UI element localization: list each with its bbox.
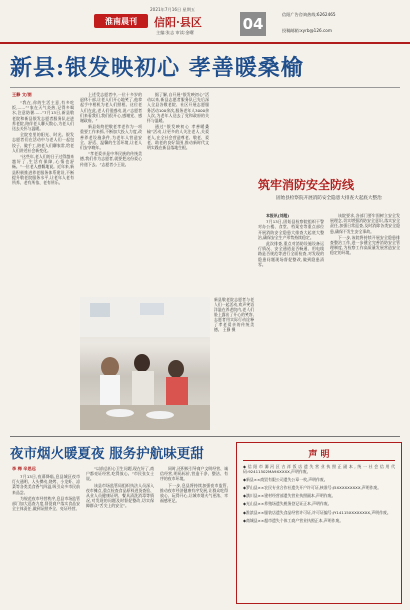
- ad-hotline: 信阳广告咨询热线:6262465: [282, 12, 336, 17]
- article2-col2-p2: 下一步,该院将持续开展安全隐患排查整治工作,进一步健全完善消防安全管理制度,为检察工作高质量发展营造安全稳定的环境。: [330, 234, 400, 256]
- article3-col3-p2: 下一步,息县将持续加强夜市监管,推动夜市经济健康有序发展,让群众吃得放心、玩得开心,让城市烟火气更浓、幸福感更足。: [160, 482, 228, 504]
- masthead-date: 2021年7月16日 星期五: [150, 7, 196, 12]
- article3-col2-p1: “以前总担心卫生问题,现在好了,商户都亮证经营,吃得放心。”市民张女士说。: [86, 466, 154, 482]
- article1-photo: [80, 297, 210, 430]
- masthead-logo: 淮南晨刊: [94, 14, 148, 28]
- article2-col2: [330, 213, 400, 430]
- article1-col2-p1: 上述受志愿者中,一位十多岁的退休干部,让老人们开心地笑了,他拿起手中相机为老人们照相。这位老人们在此,老人们很感动,说:“志愿者们来看我们,我们很开心,感谢党、感谢政府。”: [80, 92, 142, 124]
- article1-col2-p2: 新县始终把敬老孝老作为一项重要工作来抓,不断加大投入力度,改善养老设施条件,为老年人营造安全、舒适、温馨的生活环境,让老人们安享晚年。: [80, 124, 142, 151]
- page-number: 04: [240, 12, 266, 36]
- article1-col3-p2: 通过“银发映初心 孝善暖桑榆”活动,让更多的人关注老人,关爱老人,在全社会营造尊老、敬老、爱老、助老的良好氛围,推动新时代文明实践在新县落地生根。: [147, 124, 209, 151]
- photo-caption-text: 新县敬老院志愿者与老人们一起活动,欢声笑语洋溢在养老院内,老人们脸上露出了开心的笑容,志愿者用实际行动诠释了孝老爱亲的传统美德。 王静 摄: [214, 297, 254, 332]
- article3-col3: [160, 466, 228, 604]
- article1-col1-p1: “我在,你的生活主意,有多吃饭,……”“家在天气炎热,记得多喝水,注意防暑……”7月13日,新县敬老院和新县银发志愿者服务队走进养老院,陪伴老人聊天散心,为老人们送去关怀与温暖。: [12, 100, 74, 132]
- notice-title: 声 明: [308, 450, 330, 460]
- article1-col3-p1: 据了解,自开展“银发映初心”活动以来,新县志愿者服务队已先后深入全县各敬老院、社区开展志愿服务活动100余次,服务老年人3000余人次,为老年人送去了党和政府的关怀与温暖。: [147, 92, 209, 124]
- headline-divider: [10, 87, 400, 88]
- photo-scene: [80, 297, 210, 430]
- article3-col1-p2: 为规范夜市经营秩序,息县市场监管部门加大巡查力度,督促商户落实食品安全主体责任,做到证照齐全、亮证经营。: [12, 495, 80, 512]
- notice-item: ◆潢川县××建材经营部遗失营业执照副本,声明作废。: [243, 493, 336, 499]
- masthead: [0, 0, 410, 44]
- notice-item: ◆商城县××超市遗失个体工商户营业执照正本,声明作废。: [243, 517, 344, 523]
- article1-col3: [147, 92, 209, 292]
- notice-item: ◆光山县××养殖场遗失税务登记证正本,声明作废。: [243, 501, 332, 507]
- notice-item: ◆罗山县××农民专业合作社遗失开户许可证,核准号:J5XXXXXXXXX,声明作废。: [243, 485, 382, 491]
- article1-byline: 王静 文/图: [12, 92, 32, 97]
- notice-list: [243, 464, 395, 600]
- article1-col2: [80, 92, 142, 292]
- article2-col2-p1: 该院要求,各部门要牢固树立安全发展理念,切实增强消防安全意识,落实安全责任,加强日常巡查,及时消除各类安全隐患,确保不发生安全事故。: [330, 213, 400, 234]
- notice-box: [236, 442, 402, 604]
- article1-col1-p2: 全院室里的阳光、时光、银发志愿者们在活动中与老人们一起包饺子、做手工,陪老人们聊家常,给老人们讲述社会新变化。: [12, 132, 74, 153]
- main-headline: 新县:银发映初心 孝善暖桑榆: [10, 55, 304, 81]
- article1-col1: [12, 100, 74, 430]
- bottom-section-divider: [10, 436, 400, 437]
- article3-byline: 李 梅 辛思远: [12, 466, 36, 471]
- contribution-email: 投稿邮箱:xyrb@126.com: [282, 28, 332, 33]
- notice-title-rule: [243, 460, 395, 461]
- article1-col2-p3: “孝老爱亲是中华民族的传统美德,我们作为志愿者,就要把这份爱心传递下去。”志愿者小王说。: [80, 151, 142, 167]
- notice-item: ◆淮滨县××服装店遗失食品经营许可证,许可证编号:JY14115XXXXXXXX,声明作废。: [243, 509, 391, 515]
- photo-caption: [214, 297, 254, 430]
- masthead-rule: [0, 42, 410, 44]
- article2-col1-p2: 此次排查,重点对消防设施设备运行情况、安全通道是否畅通、用电线路是否规范等进行全面检查,对发现的隐患问题现场督促整改,做到隐患清零。: [258, 241, 324, 267]
- article2-col1: [258, 213, 324, 430]
- article3-col1-p1: 7月13日,夜幕降临,息县城区夜市灯火通明、人头攒动,烧烤、小龙虾、凉菜等各类美食香气四溢,吸引众多市民前来品尝。: [12, 474, 80, 495]
- article3-col3-p1: 同时,还积极引导商户文明经营、诚信经营,明码标价,营造干净、整洁、有序的夜市环境。: [160, 466, 228, 482]
- article3-headline: 夜市烟火暖夏夜 服务护航味更甜: [10, 446, 204, 462]
- notice-item: ◆新县××商贸有限公司遗失公章一枚,声明作废。: [243, 477, 328, 483]
- article3-col2: [86, 466, 154, 604]
- notice-item: ◆信阳市浉河区吉祥饭店遗失营业执照正副本,统一社会信用代码:92411502MA9XXXXX,声明作废。: [243, 464, 395, 475]
- article3-col1: [12, 474, 80, 604]
- article1-col1-p3: “这些年,老人们的日子过得越来越好了,生活有保障,心情也舒畅。”一位老人感慨地说。近年来,新县积极推进养老服务体系建设,不断提升敬老院服务水平,让老年人老有所养、老有所依、老有所乐。: [12, 154, 74, 186]
- article3-col2-p2: 该县市场监管局组织执法人员深入夜市摊点,重点检查食品原料进货查验、从业人员健康证明、餐具清洗消毒等情况,对发现的问题及时督促整改,切实保障群众“舌尖上的安全”。: [86, 482, 154, 509]
- section-title: 信阳·县区: [154, 16, 202, 29]
- article2-byline: 本报讯(刘超): [266, 213, 290, 218]
- editor-credits: 主编:张志 审读:金曙: [156, 30, 194, 35]
- article2-headline: 筑牢消防安全防线: [258, 178, 355, 192]
- article2-col1-p1: 7月13日,固始县检察院组织干警对办公楼、食堂、档案室等重点部位开展消防安全隐患大排查大起底大整治,确保安全生产形势持续稳定。: [258, 219, 324, 240]
- article2-subtitle: 固始县检察院开展消防安全隐患大排查大起底大整治: [276, 196, 382, 201]
